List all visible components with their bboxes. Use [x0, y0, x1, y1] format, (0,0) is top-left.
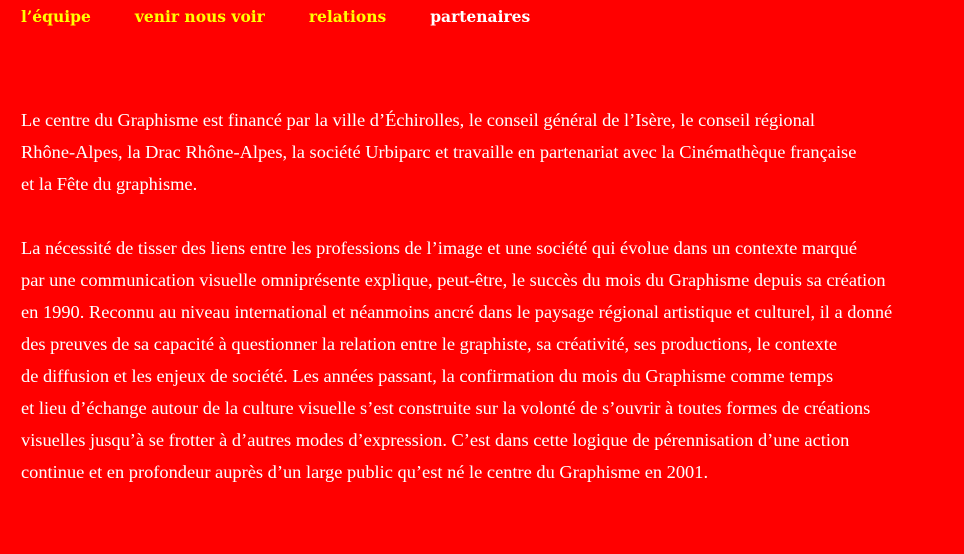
text-line: en 1990. Reconnu au niveau international et néanmoins ancré dans le paysage régional artistique et culturel, il a donné — [21, 302, 893, 322]
text-line: La nécessité de tisser des liens entre les professions de l’image et une société qui évolue dans un contexte marqué — [21, 238, 857, 258]
text-line: et la Fête du graphisme. — [21, 174, 198, 194]
nav-link-relations[interactable]: relations — [308, 7, 387, 26]
top-navigation — [21, 7, 574, 27]
text-line: visuelles jusqu’à se frotter à d’autres modes d’expression. C’est dans cette logique de pérennisation d’une action — [21, 430, 850, 450]
text-line: de diffusion et les enjeux de société. Les années passant, la confirmation du mois du Graphisme comme temps — [21, 366, 834, 386]
text-line: Rhône-Alpes, la Drac Rhône-Alpes, la société Urbiparc et travaille en partenariat avec la Cinémathèque française — [21, 142, 857, 162]
text-line: continue et en profondeur auprès d’un large public qu’est né le centre du Graphisme en 2001. — [21, 462, 709, 482]
nav-link-venir-nous-voir[interactable]: venir nous voir — [134, 7, 265, 26]
text-line: des preuves de sa capacité à questionner la relation entre le graphiste, sa créativité, ses productions, le contexte — [21, 334, 838, 354]
nav-link-partenaires[interactable]: partenaires — [430, 7, 531, 26]
partners-text — [21, 104, 964, 488]
text-line: et lieu d’échange autour de la culture visuelle s’est construite sur la volonté de s’ouvrir à toutes formes de créations — [21, 398, 871, 418]
funding-paragraph — [21, 104, 964, 200]
nav-link-equipe[interactable]: l’équipe — [21, 7, 91, 26]
text-line: Le centre du Graphisme est financé par la ville d’Échirolles, le conseil général de l’Isère, le conseil régional — [21, 110, 816, 130]
text-line: par une communication visuelle omniprésente explique, peut-être, le succès du mois du Graphisme depuis sa création — [21, 270, 886, 290]
history-paragraph — [21, 232, 964, 488]
